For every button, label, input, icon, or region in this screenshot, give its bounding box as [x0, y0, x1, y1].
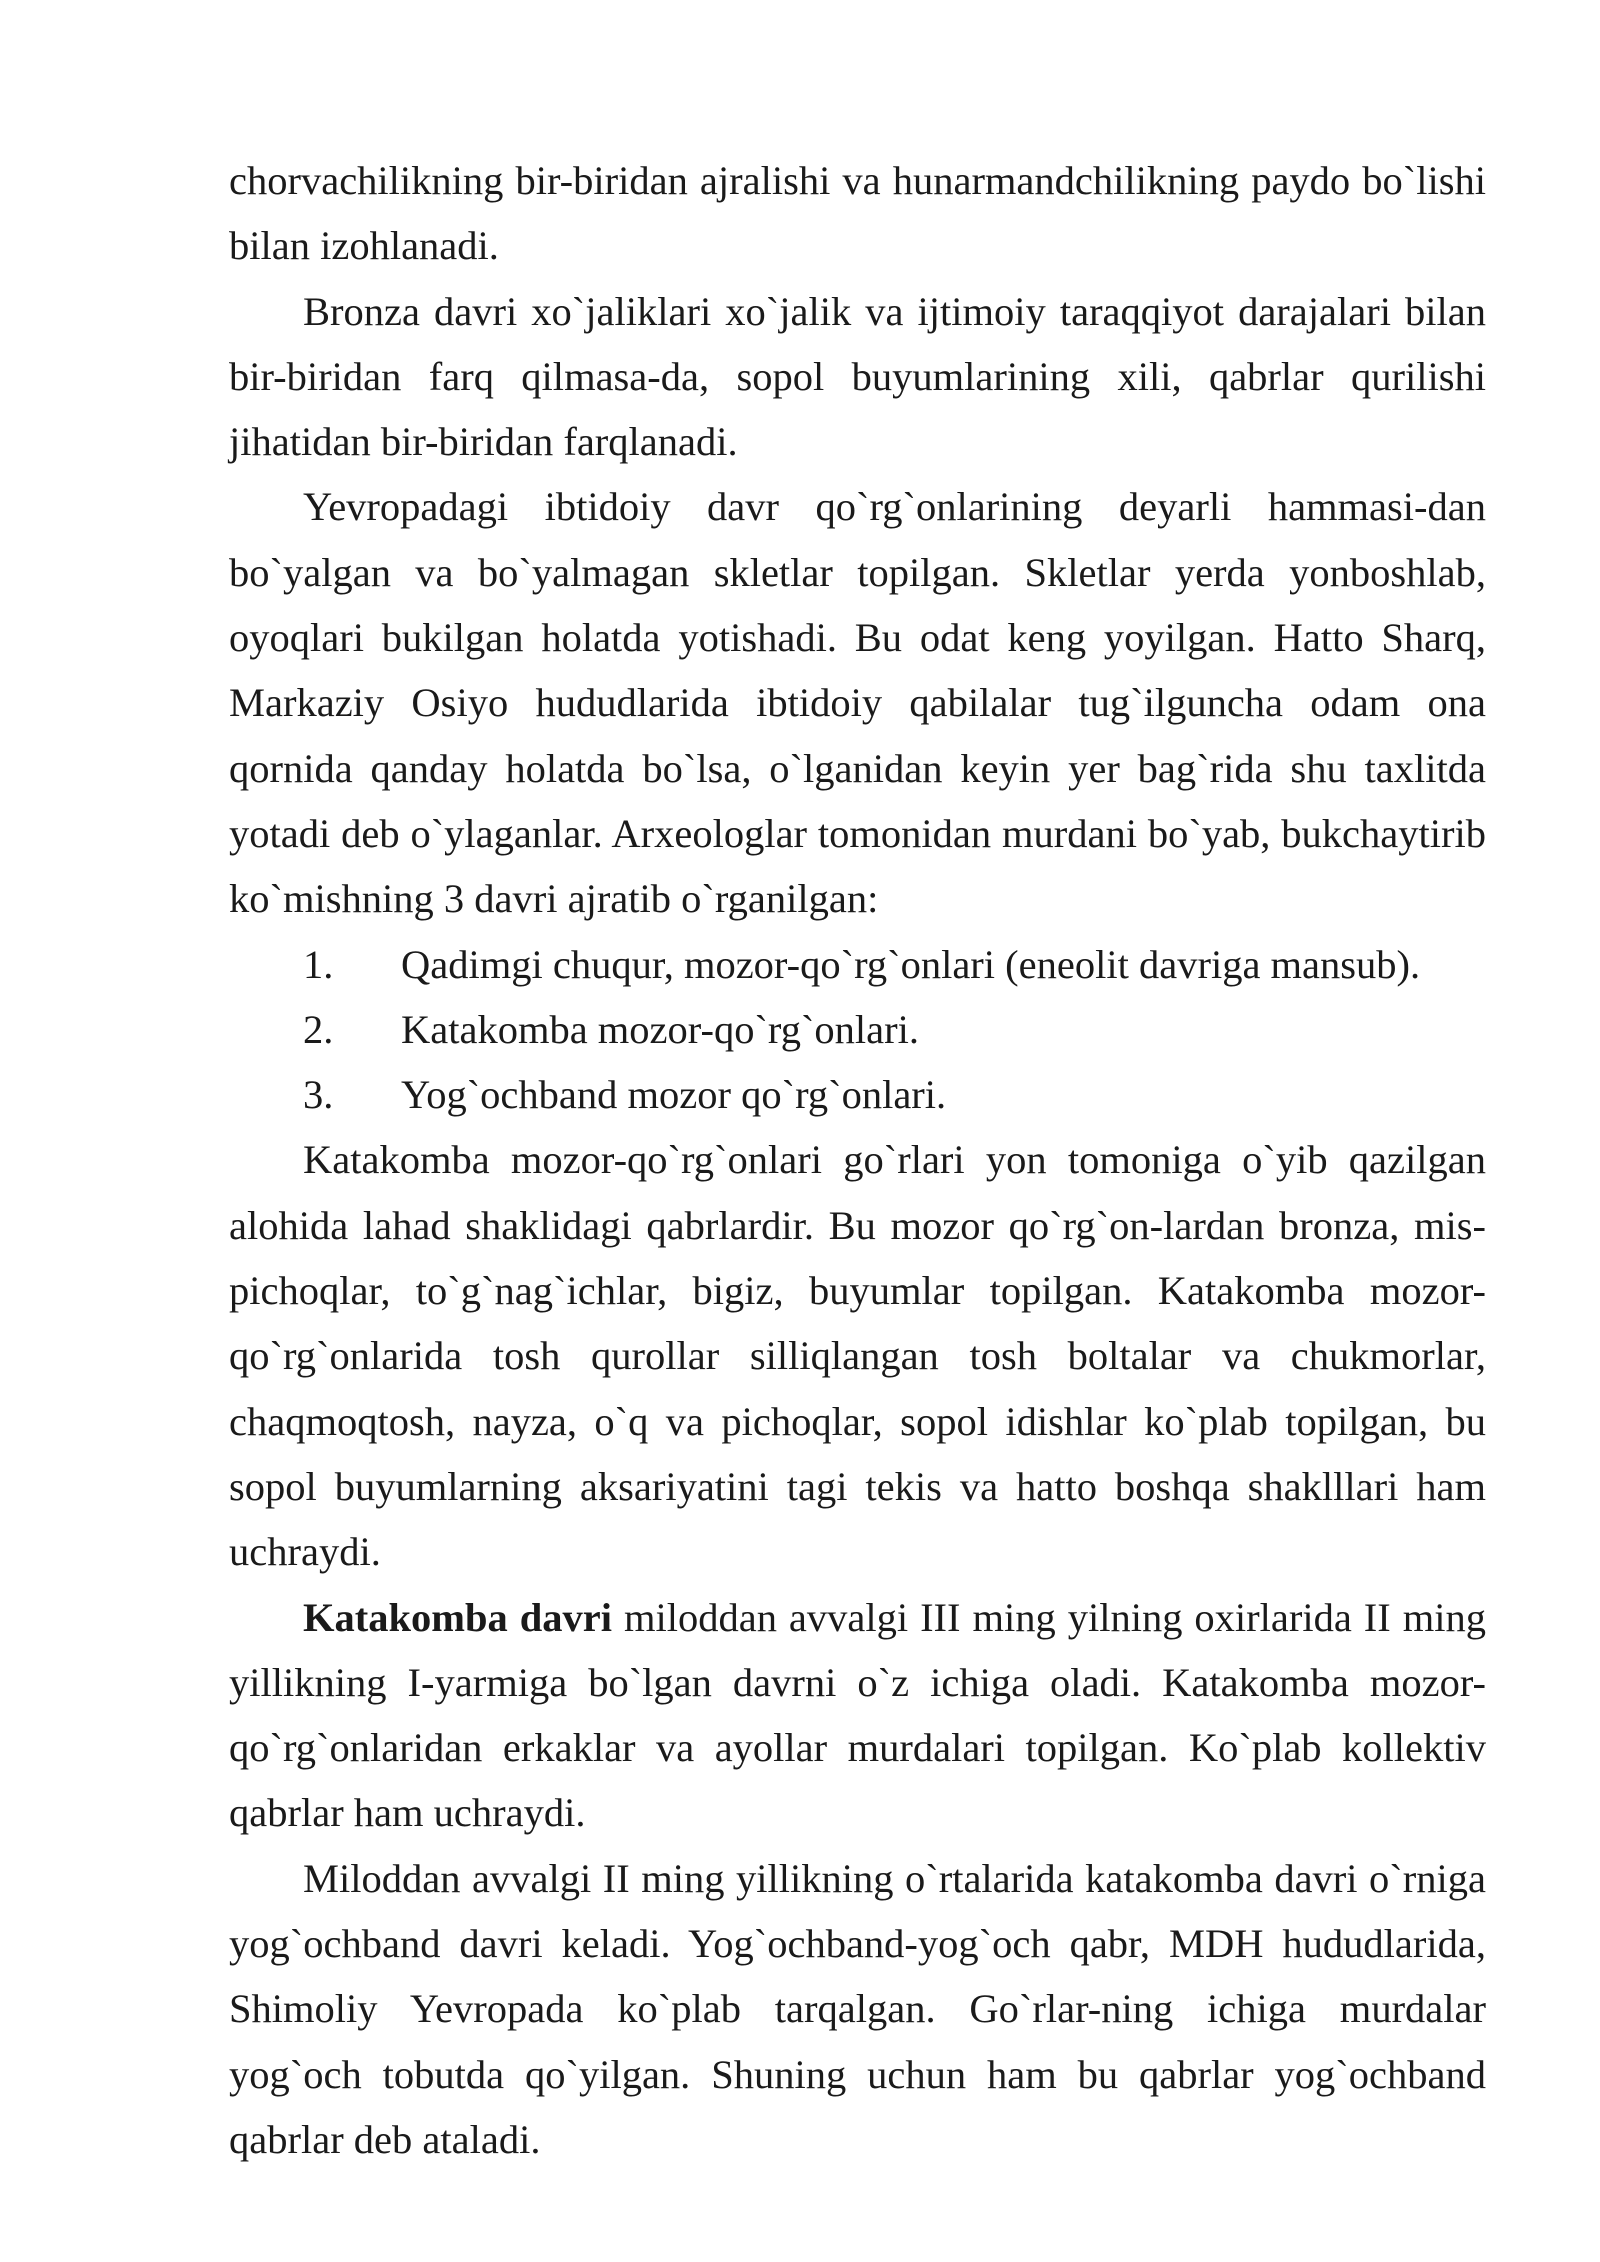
- paragraph-continuation: chorvachilikning bir-biridan ajralishi va hunarmandchilikning paydo bo`lishi bilan izohlanadi.: [229, 158, 1486, 269]
- burial-periods-list: [229, 932, 1486, 1128]
- list-item-text: Katakomba mozor-qo`rg`onlari.: [401, 1006, 920, 1052]
- list-item-number: 1.: [303, 941, 334, 987]
- paragraph-europe-burials: Yevropadagi ibtidoiy davr qo`rg`onlarining deyarli hammasi-dan bo`yalgan va bo`yalmagan skletlar topilgan. Skletlar yerda yonboshlab, oyoqlari bukilgan holatda yotishadi. Bu odat keng yoyilgan. Hatto Sharq, Markaziy Osiyo hududlarida ibtidoiy qabilalar tug`ilguncha odam ona qornida qanday holatda bo`lsa, o`lganidan keyin yer bag`rida shu taxlitda yotadi deb o`ylaganlar. Arxeologlar tomonidan murdani bo`yab, bukchaytirib ko`mishning 3 davri ajratib o`rganilgan:: [229, 484, 1486, 922]
- paragraph-bronze-age-economy: Bronza davri xo`jaliklari xo`jalik va ijtimoiy taraqqiyot darajalari bilan bir-biridan farq qilmasa-da, sopol buyumlarining xili, qabrlar qurilishi jihatidan bir-biridan farqlanadi.: [229, 288, 1486, 465]
- list-item: [229, 932, 1486, 997]
- document-body: [229, 148, 1486, 2172]
- catacomb-period-term: Katakomba davri: [303, 1594, 612, 1640]
- paragraph-timber-grave-period: Miloddan avvalgi II ming yillikning o`rtalarida katakomba davri o`rniga yog`ochband davri keladi. Yog`ochband-yog`och qabr, MDH hududlarida, Shimoliy Yevropada ko`plab tarqalgan. Go`rlar-ning ichiga murdalar yog`och tobutda qo`yilgan. Shuning uchun ham bu qabrlar yog`ochband qabrlar deb ataladi.: [229, 1855, 1486, 2162]
- paragraph-catacomb-graves: Katakomba mozor-qo`rg`onlari go`rlari yon tomoniga o`yib qazilgan alohida lahad shaklidagi qabrlardir. Bu mozor qo`rg`on-lardan bronza, mis-pichoqlar, to`g`nag`ichlar, bigiz, buyumlar topilgan. Katakomba mozor-qo`rg`onlarida tosh qurollar silliqlangan tosh boltalar va chukmorlar, chaqmoqtosh, nayza, o`q va pichoqlar, sopol idishlar ko`plab topilgan, bu sopol buyumlarning aksariyatini tagi tekis va hatto boshqa shaklllari ham uchraydi.: [229, 1137, 1486, 1575]
- list-item: [229, 1062, 1486, 1127]
- catacomb-period-text: miloddan avvalgi III ming yilning oxirlarida II ming yillikning I-yarmiga bo`lgan davrni o`z ichiga oladi. Katakomba mozor-qo`rg`onlaridan erkaklar va ayollar murdalari topilgan. Ko`plab kollektiv qabrlar ham uchraydi.: [229, 1594, 1487, 1836]
- list-item-text: Yog`ochband mozor qo`rg`onlari.: [401, 1072, 947, 1118]
- list-item-text: Qadimgi chuqur, mozor-qo`rg`onlari (eneolit davriga mansub).: [401, 941, 1421, 987]
- list-item: [229, 997, 1486, 1062]
- list-item-number: 2.: [303, 1006, 334, 1052]
- paragraph-catacomb-period: [229, 1585, 1486, 1846]
- list-item-number: 3.: [303, 1072, 334, 1118]
